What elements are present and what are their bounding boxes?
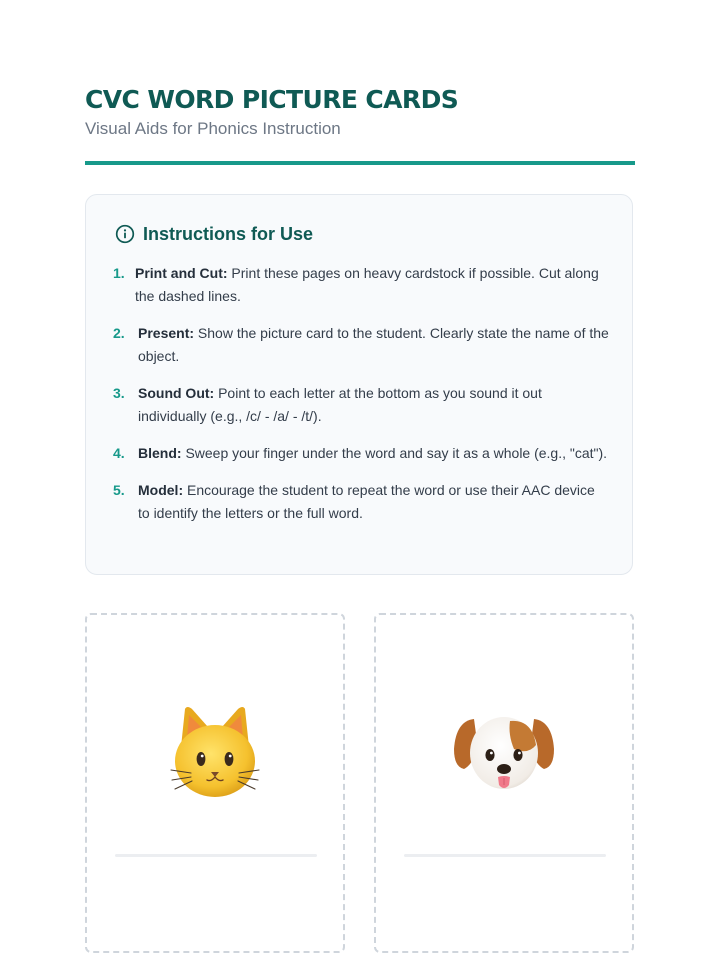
info-icon [115, 224, 135, 244]
step-number: 2. [113, 325, 125, 341]
step-description: Point to each letter at the bottom as you sound it out individually (e.g., /c/ - /a/ - /t/). [138, 385, 542, 424]
step-label: Print and Cut: [135, 265, 228, 281]
step-description: Show the picture card to the student. Clearly state the name of the object. [138, 325, 609, 364]
page-title: CVC WORD PICTURE CARDS [85, 85, 459, 114]
header-divider [85, 161, 635, 165]
instruction-step [113, 479, 613, 525]
step-description: Sweep your finger under the word and say it as a whole (e.g., "cat"). [181, 445, 608, 461]
instructions-heading [115, 223, 313, 245]
page-subtitle: Visual Aids for Phonics Instruction [85, 119, 341, 138]
step-text [138, 382, 613, 428]
step-text [135, 262, 613, 308]
instruction-step [113, 382, 613, 428]
step-label: Blend: [138, 445, 182, 461]
instructions-title: Instructions for Use [143, 224, 314, 244]
step-number: 5. [113, 482, 125, 498]
step-number: 4. [113, 445, 125, 461]
step-label: Model: [138, 482, 184, 498]
word-line-placeholder [404, 854, 606, 857]
word-line-placeholder [115, 854, 317, 857]
page-header [85, 84, 635, 140]
step-number: 1. [113, 265, 125, 281]
instructions-list [113, 262, 613, 539]
step-number: 3. [113, 385, 125, 401]
instructions-panel [85, 194, 633, 575]
step-description: Print these pages on heavy cardstock if possible. Cut along the dashed lines. [135, 265, 599, 304]
instruction-step [113, 262, 613, 308]
dog-face-icon [376, 701, 632, 805]
instruction-step [113, 322, 613, 368]
step-text [138, 442, 613, 465]
document-page [85, 0, 635, 932]
picture-card-cat [85, 613, 345, 953]
picture-card-grid [85, 613, 635, 932]
picture-card-dog [374, 613, 634, 953]
step-label: Present: [138, 325, 195, 341]
step-text [138, 479, 613, 525]
step-description: Encourage the student to repeat the word or use their AAC device to identify the letters or the full word. [138, 482, 595, 521]
step-label: Sound Out: [138, 385, 215, 401]
step-text [138, 322, 613, 368]
instruction-step [113, 442, 613, 465]
cat-face-icon [87, 701, 343, 805]
